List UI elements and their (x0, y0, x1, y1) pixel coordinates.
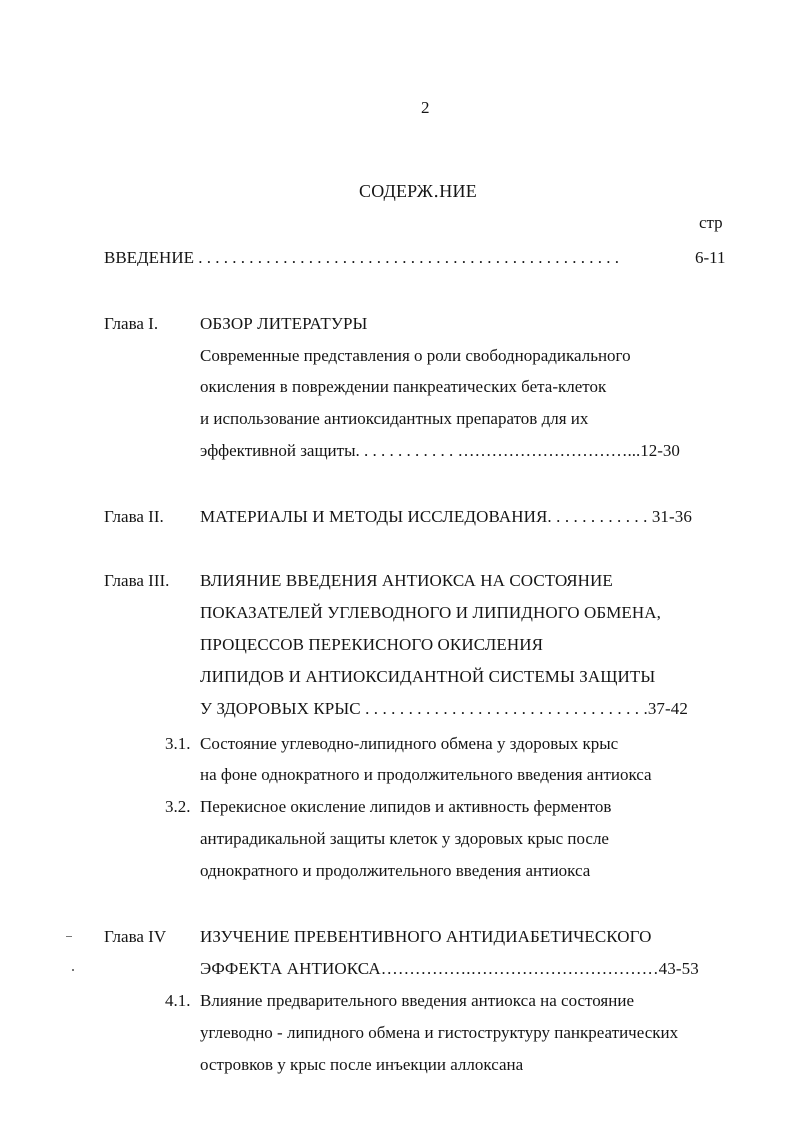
chapter-1-line-2: окисления в повреждении панкреатических бета-клеток (200, 377, 607, 396)
subsection-3-1-line-2: на фоне однократного и продолжительного введения антиокса (200, 765, 652, 784)
scan-speck (66, 936, 72, 937)
subsection-4-1-line-3: островков у крыс после инъекции аллоксана (200, 1055, 524, 1074)
introduction-row (104, 249, 664, 266)
page-column-label: стр (699, 213, 723, 232)
chapter-1-heading: ОБЗОР ЛИТЕРАТУРЫ (200, 314, 368, 333)
page-number: 2 (421, 98, 430, 117)
subsection-4-1-number: 4.1. (165, 991, 191, 1010)
subsection-3-1-number: 3.1. (165, 734, 191, 753)
chapter-3-label: Глава III. (104, 571, 170, 590)
chapter-3-line-4: ЛИПИДОВ И АНТИОКСИДАНТНОЙ СИСТЕМЫ ЗАЩИТЫ (200, 667, 656, 686)
introduction-leader-dots: . . . . . . . . . . . . . . . . . . . . . . . . . . . . . . . . . . . . . . . . . . . . . . . . . . (193, 249, 619, 266)
subsection-3-2-number: 3.2. (165, 797, 191, 816)
chapter-1-line-3: и использование антиоксидантных препаратов для их (200, 409, 589, 428)
introduction-label: ВВЕДЕНИЕ (104, 249, 194, 266)
chapter-2-label: Глава II. (104, 507, 164, 526)
chapter-3-line-5: У ЗДОРОВЫХ КРЫС . . . . . . . . . . . . . . . . . . . . . . . . . . . . . . . . .37-42 (200, 699, 688, 718)
introduction-pages: 6-11 (695, 248, 726, 267)
scan-speck (72, 969, 74, 971)
chapter-1-line-4: эффективной защиты. . . . . . . . . . . . …………………………...12-30 (200, 441, 680, 460)
chapter-4-label: Глава IV (104, 927, 167, 946)
chapter-3-line-3: ПРОЦЕССОВ ПЕРЕКИСНОГО ОКИСЛЕНИЯ (200, 635, 544, 654)
chapter-4-line-2: ЭФФЕКТА АНТИОКСА…………….……………………………43-53 (200, 959, 699, 978)
chapter-3-line-1: ВЛИЯНИЕ ВВЕДЕНИЯ АНТИОКСА НА СОСТОЯНИЕ (200, 571, 613, 590)
contents-title: СОДЕРЖ․НИЕ (359, 181, 477, 201)
chapter-2-heading: МАТЕРИАЛЫ И МЕТОДЫ ИССЛЕДОВАНИЯ. . . . . . . . . . . . 31-36 (200, 507, 692, 526)
chapter-3-line-2: ПОКАЗАТЕЛЕЙ УГЛЕВОДНОГО И ЛИПИДНОГО ОБМЕНА, (200, 603, 661, 622)
subsection-3-2-line-1: Перекисное окисление липидов и активность ферментов (200, 797, 612, 816)
chapter-1-line-1: Современные представления о роли свободнорадикального (200, 346, 631, 365)
subsection-3-2-line-3: однократного и продолжительного введения антиокса (200, 861, 591, 880)
subsection-3-2-line-2: антирадикальной защиты клеток у здоровых крыс после (200, 829, 609, 848)
subsection-4-1-line-1: Влияние предварительного введения антиокса на состояние (200, 991, 634, 1010)
subsection-3-1-line-1: Состояние углеводно-липидного обмена у здоровых крыс (200, 734, 619, 753)
chapter-4-line-1: ИЗУЧЕНИЕ ПРЕВЕНТИВНОГО АНТИДИАБЕТИЧЕСКОГО (200, 927, 652, 946)
chapter-1-label: Глава I. (104, 314, 159, 333)
subsection-4-1-line-2: углеводно - липидного обмена и гистоструктуру панкреатических (200, 1023, 679, 1042)
